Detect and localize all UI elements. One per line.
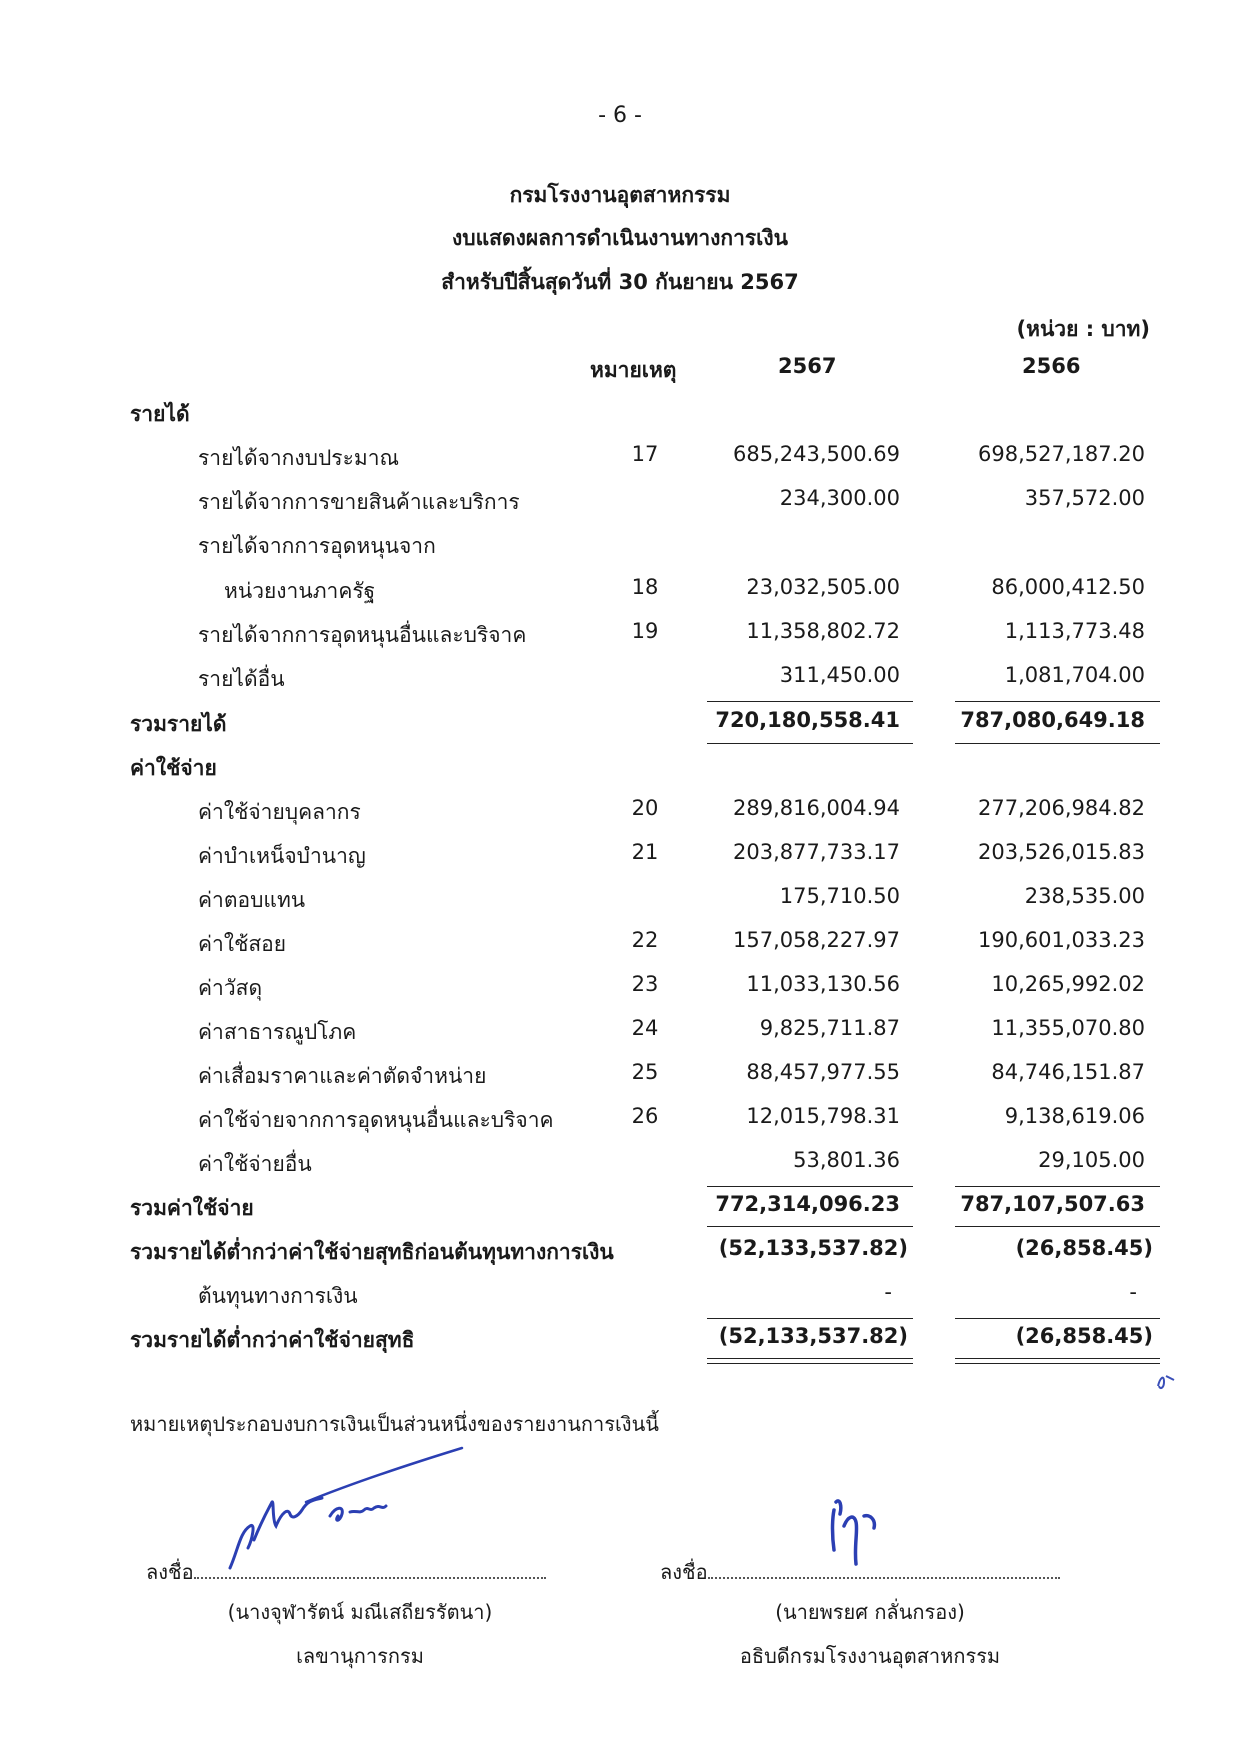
- row-value-2566: 84,746,151.87: [991, 1060, 1145, 1084]
- row-value-2567: 311,450.00: [779, 663, 900, 687]
- row-label: รวมรายได้ต่ำกว่าค่าใช้จ่ายสุทธิก่อนต้นทุนทางการเงิน: [130, 1240, 614, 1264]
- table-row: [0, 486, 1240, 526]
- row-note: 25: [631, 1060, 659, 1084]
- row-value-2567: 88,457,977.55: [746, 1060, 900, 1084]
- row-label: ต้นทุนทางการเงิน: [198, 1284, 358, 1308]
- signer-name-right: (นายพรยศ กลั่นกรอง): [775, 1600, 965, 1624]
- table-row: [0, 442, 1240, 482]
- period-title: สำหรับปีสิ้นสุดวันที่ 30 กันยายน 2567: [441, 270, 799, 294]
- row-value-2566: 203,526,015.83: [978, 840, 1145, 864]
- total-rule-2567: [707, 1226, 913, 1227]
- double-rule-bottom-2566: [955, 1363, 1160, 1364]
- signer-title-left: เลขานุการกรม: [296, 1644, 424, 1668]
- row-note: 18: [631, 575, 659, 599]
- subtotal-rule-2566: [955, 1318, 1160, 1319]
- double-rule-top-2567: [707, 1358, 913, 1359]
- row-value-2566: 11,355,070.80: [991, 1016, 1145, 1040]
- row-value-2566: 277,206,984.82: [978, 796, 1145, 820]
- row-value-2566: 238,535.00: [1024, 884, 1145, 908]
- row-label: ค่าใช้จ่ายอื่น: [198, 1152, 312, 1176]
- footnote: หมายเหตุประกอบงบการเงินเป็นส่วนหนึ่งของรายงานการเงินนี้: [130, 1412, 659, 1436]
- row-value-2566: 1,113,773.48: [1004, 619, 1145, 643]
- row-value-2566: (26,858.45): [1015, 1236, 1153, 1260]
- row-value-2567: 720,180,558.41: [715, 708, 900, 732]
- column-header-2566: 2566: [1022, 354, 1081, 378]
- row-value-2566: 29,105.00: [1038, 1148, 1145, 1172]
- table-row: [0, 1016, 1240, 1056]
- row-label: ค่าวัสดุ: [198, 976, 263, 1000]
- table-row: [0, 840, 1240, 880]
- initial-mark: [1152, 1364, 1182, 1394]
- subtotal-rule-2567: [707, 701, 913, 702]
- row-value-2566: 1,081,704.00: [1004, 663, 1145, 687]
- row-label: รายได้จากการอุดหนุนอื่นและบริจาค: [198, 623, 527, 647]
- row-value-2567: (52,133,537.82): [718, 1324, 908, 1348]
- table-row: [0, 1280, 1240, 1320]
- row-value-2566: 787,107,507.63: [960, 1192, 1145, 1216]
- table-row: [0, 884, 1240, 924]
- row-note: 23: [631, 972, 659, 996]
- row-value-2567: 11,033,130.56: [746, 972, 900, 996]
- total-rule-2566: [955, 1226, 1160, 1227]
- sign-label-right: ลงชื่อ: [660, 1560, 708, 1584]
- row-value-2567: 685,243,500.69: [733, 442, 900, 466]
- section-revenue: [0, 398, 1240, 438]
- row-label: ค่าบำเหน็จบำนาญ: [198, 844, 366, 868]
- double-rule-top-2566: [955, 1358, 1160, 1359]
- row-value-2567: 11,358,802.72: [746, 619, 900, 643]
- row-value-2567: 23,032,505.00: [746, 575, 900, 599]
- section-expenses: [0, 752, 1240, 792]
- row-value-2566: 190,601,033.23: [978, 928, 1145, 952]
- table-row: [0, 619, 1240, 659]
- total-rule-2567: [707, 743, 913, 744]
- double-rule-bottom-2567: [707, 1363, 913, 1364]
- signature-left: [210, 1440, 530, 1580]
- row-value-2566: (26,858.45): [1015, 1324, 1153, 1348]
- row-value-2567: 772,314,096.23: [715, 1192, 900, 1216]
- row-value-2567: 12,015,798.31: [746, 1104, 900, 1128]
- row-value-2566: -: [1129, 1280, 1137, 1304]
- row-value-2567: -: [884, 1280, 892, 1304]
- column-header-note: หมายเหตุ: [590, 358, 677, 382]
- row-note: 17: [631, 442, 659, 466]
- table-row: [0, 1148, 1240, 1188]
- signer-title-right: อธิบดีกรมโรงงานอุตสาหกรรม: [739, 1644, 1001, 1668]
- table-row: [0, 928, 1240, 968]
- table-row-total-revenue: [0, 708, 1240, 748]
- table-row-deficit-before-finance-cost: [0, 1236, 1240, 1276]
- row-value-2566: 9,138,619.06: [1004, 1104, 1145, 1128]
- table-row: [0, 972, 1240, 1012]
- row-value-2567: 9,825,711.87: [759, 1016, 900, 1040]
- row-label: รายได้จากการอุดหนุนจาก: [198, 534, 436, 558]
- row-note: 20: [631, 796, 659, 820]
- subtotal-rule-2567: [707, 1318, 913, 1319]
- org-title: กรมโรงงานอุตสาหกรรม: [509, 183, 731, 207]
- row-note: 26: [631, 1104, 659, 1128]
- row-label: ค่าสาธารณูปโภค: [198, 1020, 357, 1044]
- row-value-2566: 787,080,649.18: [960, 708, 1145, 732]
- row-note: 24: [631, 1016, 659, 1040]
- signature-dots-right: [708, 1577, 1060, 1579]
- row-value-2567: 234,300.00: [779, 486, 900, 510]
- row-value-2566: 10,265,992.02: [991, 972, 1145, 996]
- row-value-2567: 289,816,004.94: [733, 796, 900, 820]
- row-label: รายได้จากการขายสินค้าและบริการ: [198, 490, 520, 514]
- table-row: [0, 530, 1240, 570]
- page-number: - 6 -: [598, 103, 642, 128]
- row-label: รายได้: [130, 402, 190, 426]
- row-label: รวมรายได้: [130, 712, 227, 736]
- row-note: 19: [631, 619, 659, 643]
- subtotal-rule-2566: [955, 1186, 1160, 1187]
- row-value-2567: 53,801.36: [793, 1148, 900, 1172]
- row-label: ค่าใช้สอย: [198, 932, 287, 956]
- row-value-2566: 86,000,412.50: [991, 575, 1145, 599]
- row-label: ค่าใช้จ่ายจากการอุดหนุนอื่นและบริจาค: [198, 1108, 554, 1132]
- table-row: [0, 663, 1240, 703]
- row-label: หน่วยงานภาครัฐ: [224, 579, 376, 603]
- sign-label-left: ลงชื่อ: [146, 1560, 194, 1584]
- row-value-2567: 203,877,733.17: [733, 840, 900, 864]
- row-label: ค่าเสื่อมราคาและค่าตัดจำหน่าย: [198, 1064, 487, 1088]
- row-label: ค่าตอบแทน: [198, 888, 306, 912]
- row-label: ค่าใช้จ่ายบุคลากร: [198, 800, 361, 824]
- column-header-2567: 2567: [778, 354, 837, 378]
- total-rule-2566: [955, 743, 1160, 744]
- row-value-2567: (52,133,537.82): [718, 1236, 908, 1260]
- signer-name-left: (นางจุฬารัตน์ มณีเสถียรรัตนา): [227, 1600, 493, 1624]
- statement-title: งบแสดงผลการดำเนินงานทางการเงิน: [452, 226, 788, 250]
- row-note: 22: [631, 928, 659, 952]
- signature-right: [820, 1486, 900, 1576]
- row-note: 21: [631, 840, 659, 864]
- row-label: ค่าใช้จ่าย: [130, 756, 217, 780]
- subtotal-rule-2567: [707, 1186, 913, 1187]
- table-row: [0, 1104, 1240, 1144]
- row-value-2567: 157,058,227.97: [733, 928, 900, 952]
- row-label: รายได้อื่น: [198, 667, 285, 691]
- row-label: รวมรายได้ต่ำกว่าค่าใช้จ่ายสุทธิ: [130, 1328, 415, 1352]
- table-row: [0, 1060, 1240, 1100]
- table-row: [0, 575, 1240, 615]
- row-value-2566: 698,527,187.20: [978, 442, 1145, 466]
- row-value-2567: 175,710.50: [779, 884, 900, 908]
- subtotal-rule-2566: [955, 701, 1160, 702]
- table-row: [0, 796, 1240, 836]
- row-label: รวมค่าใช้จ่าย: [130, 1196, 254, 1220]
- row-label: รายได้จากงบประมาณ: [198, 446, 399, 470]
- unit-label: (หน่วย : บาท): [1016, 317, 1150, 341]
- row-value-2566: 357,572.00: [1024, 486, 1145, 510]
